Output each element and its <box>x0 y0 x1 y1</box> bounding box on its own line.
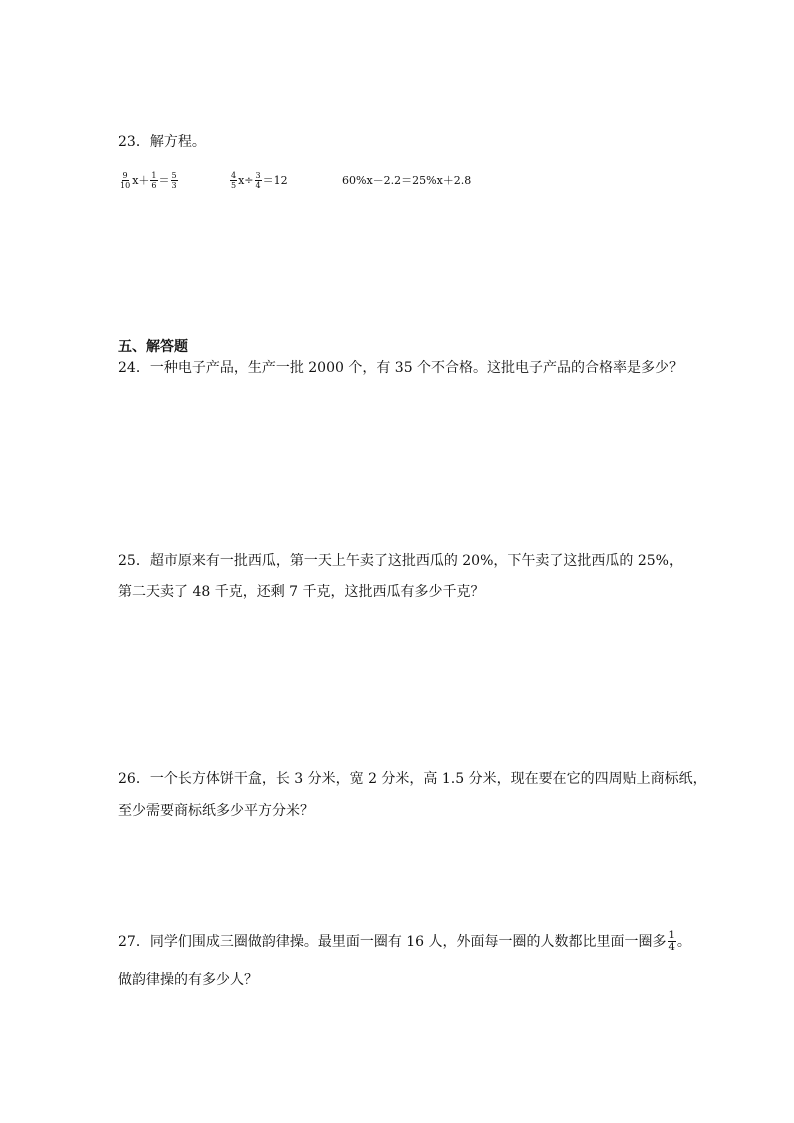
q23-equation-3: 60%x－2.2＝25%x＋2.8 <box>342 174 472 187</box>
q23-title: 23．解方程。 <box>118 134 206 150</box>
fraction: $\frac{1}{4}$ <box>668 930 675 953</box>
fraction: $\frac{4}{5}$ <box>231 170 237 190</box>
fraction: $\frac{9}{10}$ <box>120 170 131 190</box>
q25-line-1: 25．超市原来有一批西瓜，第一天上午卖了这批西瓜的 20%，下午卖了这批西瓜的 25%， <box>118 553 683 569</box>
q26-line-2: 至少需要商标纸多少平方分米？ <box>118 803 314 819</box>
fraction: $\frac{5}{3}$ <box>171 170 177 190</box>
section-heading: 五、解答题 <box>118 339 188 355</box>
q27-line-1: 27．同学们围成三圈做韵律操。最里面一圈有 16 人，外面每一圈的人数都比里面一圈多 $\frac{1}{4}$ 。 <box>118 930 691 953</box>
q23-equation-2: $\frac{4}{5}$ x÷ $\frac{3}{4}$ ＝12 <box>231 170 288 190</box>
q26-line-1: 26．一个长方体饼干盒，长 3 分米，宽 2 分米，高 1.5 分米，现在要在它的四周贴上商标纸， <box>118 771 707 787</box>
q23-equation-1: $\frac{9}{10}$ x＋ $\frac{1}{6}$ ＝ $\frac{5}{3}$ <box>120 170 177 190</box>
q25-line-2: 第二天卖了 48 千克，还剩 7 千克，这批西瓜有多少千克？ <box>118 584 485 600</box>
fraction: $\frac{1}{6}$ <box>151 170 157 190</box>
q27-line-2: 做韵律操的有多少人？ <box>118 972 258 988</box>
fraction: $\frac{3}{4}$ <box>255 170 261 190</box>
q24-text: 24．一种电子产品，生产一批 2000 个，有 35 个不合格。这批电子产品的合格率是多少？ <box>118 360 684 376</box>
